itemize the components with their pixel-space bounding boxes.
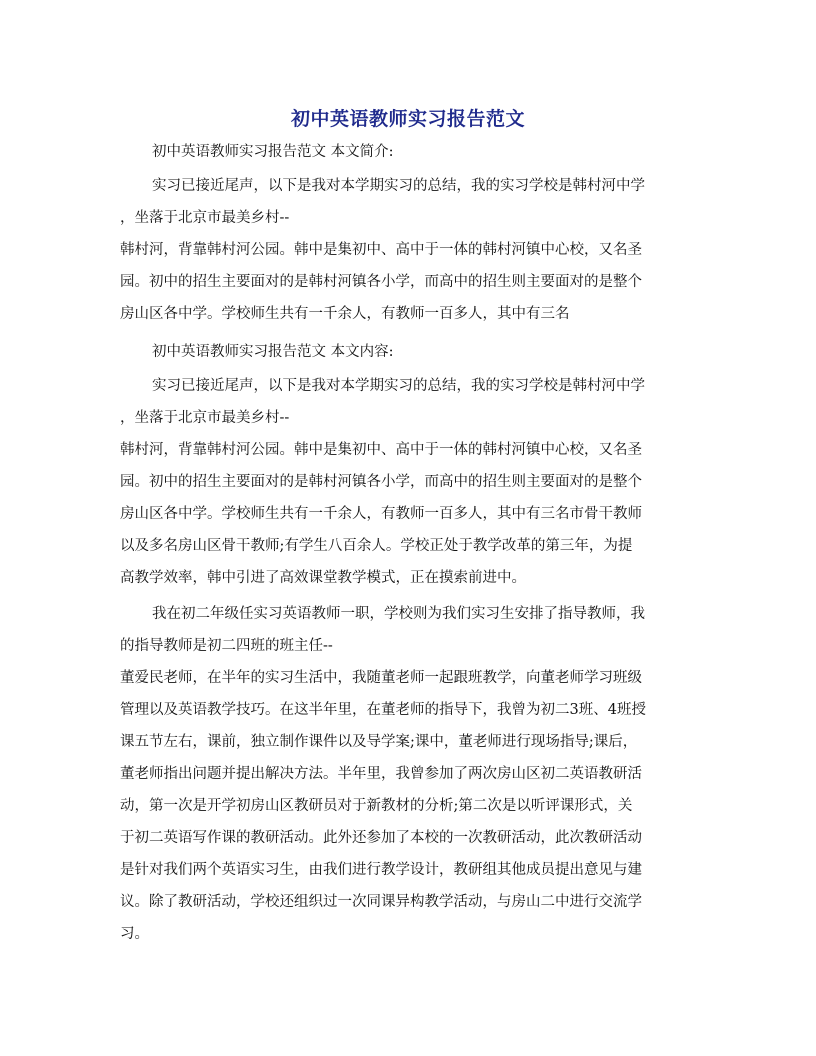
text-line: 动，第一次是开学初房山区教研员对于新教材的分析;第二次是以听评课形式，关 (120, 798, 633, 814)
text-line: 董老师指出问题并提出解决方法。半年里，我曾参加了两次房山区初二英语教研活 (120, 766, 642, 782)
paragraph-internship-details (120, 598, 705, 950)
text-line: 实习已接近尾声，以下是我对本学期实习的总结，我的实习学校是韩村河中学 (152, 378, 645, 394)
text-line: 习。 (120, 926, 149, 942)
text-line: 管理以及英语教学技巧。在这半年里，在董老师的指导下，我曾为初二3班、4班授 (120, 702, 646, 718)
text-line: 实习已接近尾声，以下是我对本学期实习的总结，我的实习学校是韩村河中学 (152, 178, 645, 194)
text-line: 房山区各中学。学校师生共有一千余人，有教师一百多人，其中有三名市骨干教师 (120, 506, 642, 522)
text-line: 韩村河，背靠韩村河公园。韩中是集初中、高中于一体的韩村河镇中心校，又名圣 (120, 242, 642, 258)
text-line: 课五节左右，课前，独立制作课件以及导学案;课中，董老师进行现场指导;课后， (120, 734, 638, 750)
text-line: 于初二英语写作课的教研活动。此外还参加了本校的一次教研活动，此次教研活动 (120, 830, 642, 846)
text-line: 议。除了教研活动，学校还组织过一次同课异构教学活动，与房山二中进行交流学 (120, 894, 642, 910)
text-line: 我在初二年级任实习英语教师一职，学校则为我们实习生安排了指导教师，我 (152, 606, 645, 622)
text-line: 是针对我们两个英语实习生，由我们进行教学设计，教研组其他成员提出意见与建 (120, 862, 642, 878)
paragraph-intro-summary (120, 170, 705, 330)
text-line: 园。初中的招生主要面对的是韩村河镇各小学，而高中的招生则主要面对的是整个 (120, 474, 642, 490)
document-title: 初中英语教师实习报告范文 (290, 108, 525, 130)
paragraph-content-body (120, 370, 705, 594)
text-line: 园。初中的招生主要面对的是韩村河镇各小学，而高中的招生则主要面对的是整个 (120, 274, 642, 290)
text-line: ，坐落于北京市最美乡村-- (120, 210, 290, 226)
text-line: ，坐落于北京市最美乡村-- (120, 410, 290, 426)
paragraph-content-heading (120, 336, 705, 368)
paragraph-intro-heading (120, 136, 705, 168)
text-line: 高教学效率，韩中引进了高效课堂教学模式，正在摸索前进中。 (120, 570, 526, 586)
text-line: 的指导教师是初二四班的班主任-- (120, 638, 333, 654)
text-line: 以及多名房山区骨干教师;有学生八百余人。学校正处于教学改革的第三年，为提 (120, 538, 633, 554)
text-line: 初中英语教师实习报告范文 本文简介: (152, 144, 394, 160)
text-line: 房山区各中学。学校师生共有一千余人，有教师一百多人，其中有三名 (120, 306, 570, 322)
text-line: 初中英语教师实习报告范文 本文内容: (152, 344, 394, 360)
text-line: 韩村河，背靠韩村河公园。韩中是集初中、高中于一体的韩村河镇中心校，又名圣 (120, 442, 642, 458)
text-line: 董爱民老师，在半年的实习生活中，我随董老师一起跟班教学，向董老师学习班级 (120, 670, 642, 686)
